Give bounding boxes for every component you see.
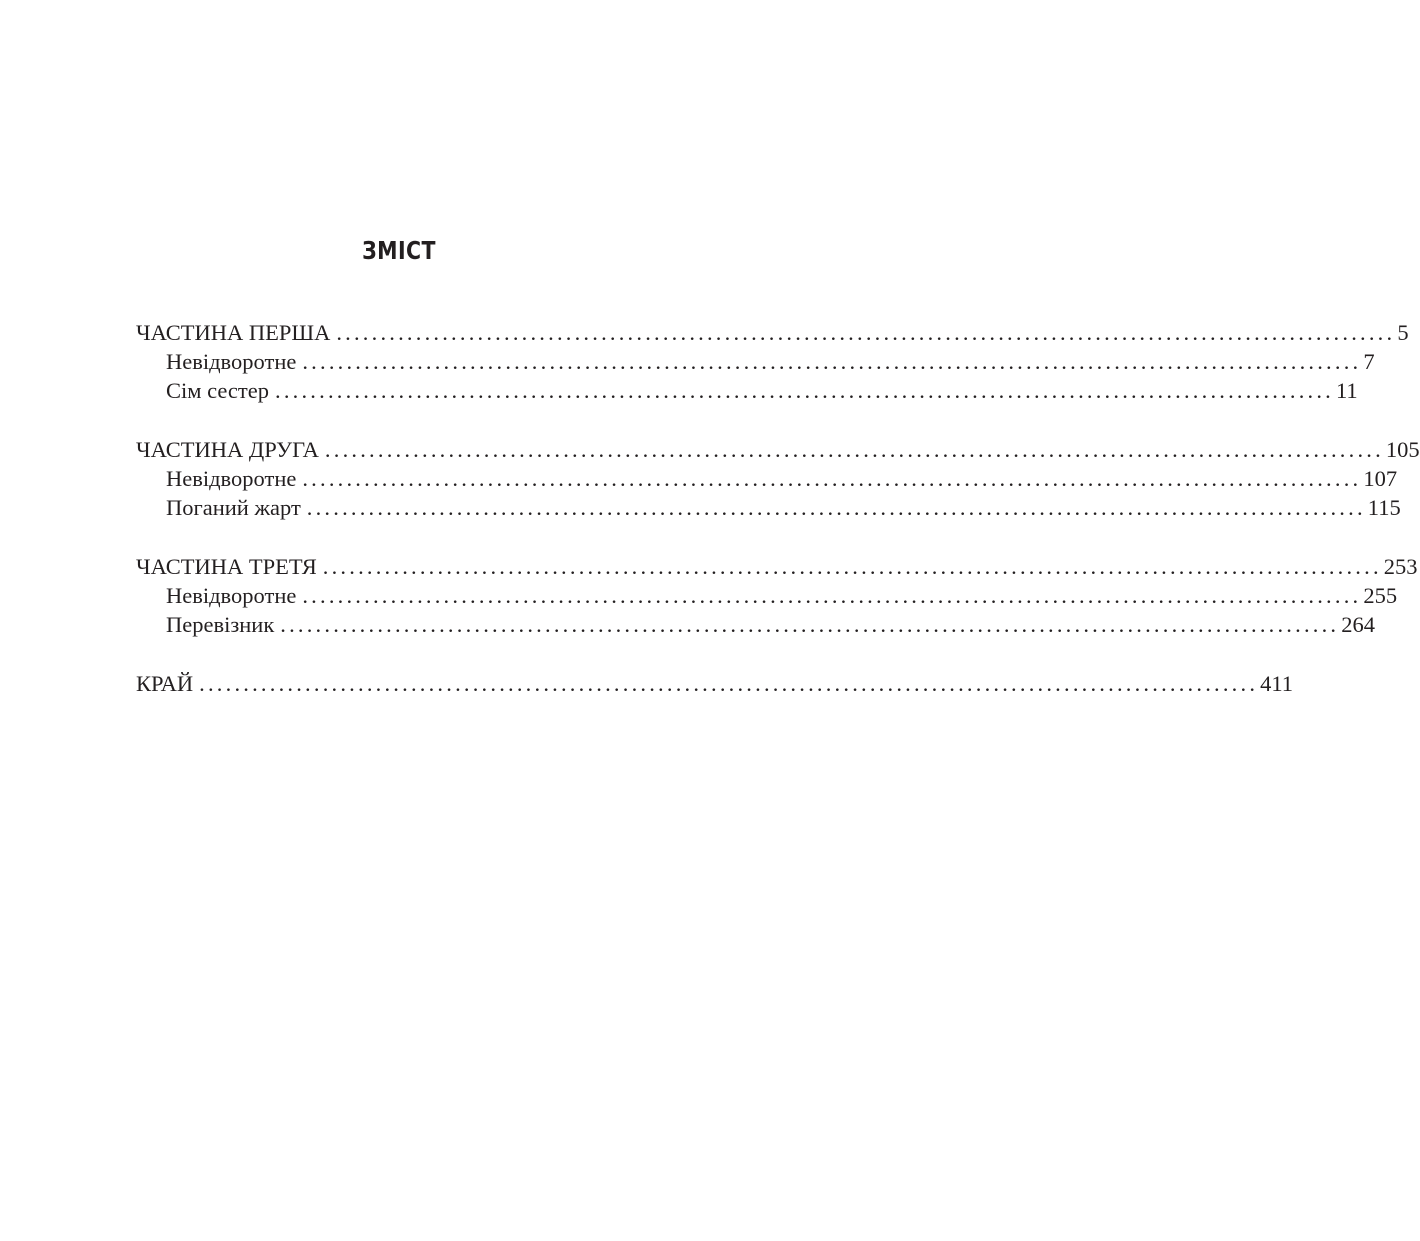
toc-entry-page: 7	[1363, 349, 1375, 374]
toc-subentry	[136, 376, 1358, 405]
toc-entry	[136, 552, 1418, 581]
toc-entry-page: 264	[1341, 612, 1375, 637]
toc-entry-label: Сім сестер	[166, 378, 269, 403]
toc-entry-label: Невідворотне	[166, 466, 297, 491]
toc-subentry	[136, 493, 1401, 522]
toc-entry-label: Поганий жарт	[166, 495, 301, 520]
toc-entry-label: ЧАСТИНА ПЕРША	[136, 320, 331, 345]
toc-entry-page: 253	[1383, 554, 1418, 579]
toc-entry-page: 105	[1385, 437, 1420, 462]
page-title: ЗМІСТ	[362, 236, 436, 265]
toc-section-part-three	[136, 552, 1418, 639]
toc-entry-page: 11	[1336, 378, 1358, 403]
dot-leader: ........................................................................................................................	[324, 437, 1384, 462]
dot-leader: ........................................................................................................................	[302, 466, 1362, 491]
toc-subentry	[136, 347, 1375, 376]
toc-entry-page: 115	[1367, 495, 1401, 520]
dot-leader: ........................................................................................................................	[336, 320, 1396, 345]
toc-entry-label: Перевізник	[166, 612, 275, 637]
toc-entry	[136, 669, 1294, 698]
toc-entry	[136, 318, 1409, 347]
toc-entry-label: КРАЙ	[136, 671, 194, 696]
toc-entry-label: Невідворотне	[166, 349, 297, 374]
toc-subentry	[136, 581, 1398, 610]
toc-subentry	[136, 464, 1398, 493]
dot-leader: ........................................................................................................................	[199, 671, 1259, 696]
toc-subentry	[136, 610, 1375, 639]
toc-entry-page: 107	[1363, 466, 1398, 491]
toc-entry-page: 255	[1363, 583, 1398, 608]
dot-leader: ........................................................................................................................	[322, 554, 1382, 579]
toc-entry-page: 5	[1397, 320, 1409, 345]
toc-entry	[136, 435, 1420, 464]
dot-leader: ........................................................................................................................	[302, 349, 1362, 374]
toc-entry-label: ЧАСТИНА ДРУГА	[136, 437, 319, 462]
toc-section-part-one	[136, 318, 1409, 405]
dot-leader: ........................................................................................................................	[302, 583, 1362, 608]
dot-leader: ........................................................................................................................	[275, 378, 1334, 403]
toc-entry-page: 411	[1260, 671, 1294, 696]
toc-entry-label: ЧАСТИНА ТРЕТЯ	[136, 554, 317, 579]
toc-section-end	[136, 669, 1294, 698]
toc-entry-label: Невідворотне	[166, 583, 297, 608]
table-of-contents	[136, 318, 1420, 728]
toc-section-part-two	[136, 435, 1420, 522]
dot-leader: ........................................................................................................................	[306, 495, 1366, 520]
dot-leader: ........................................................................................................................	[280, 612, 1340, 637]
